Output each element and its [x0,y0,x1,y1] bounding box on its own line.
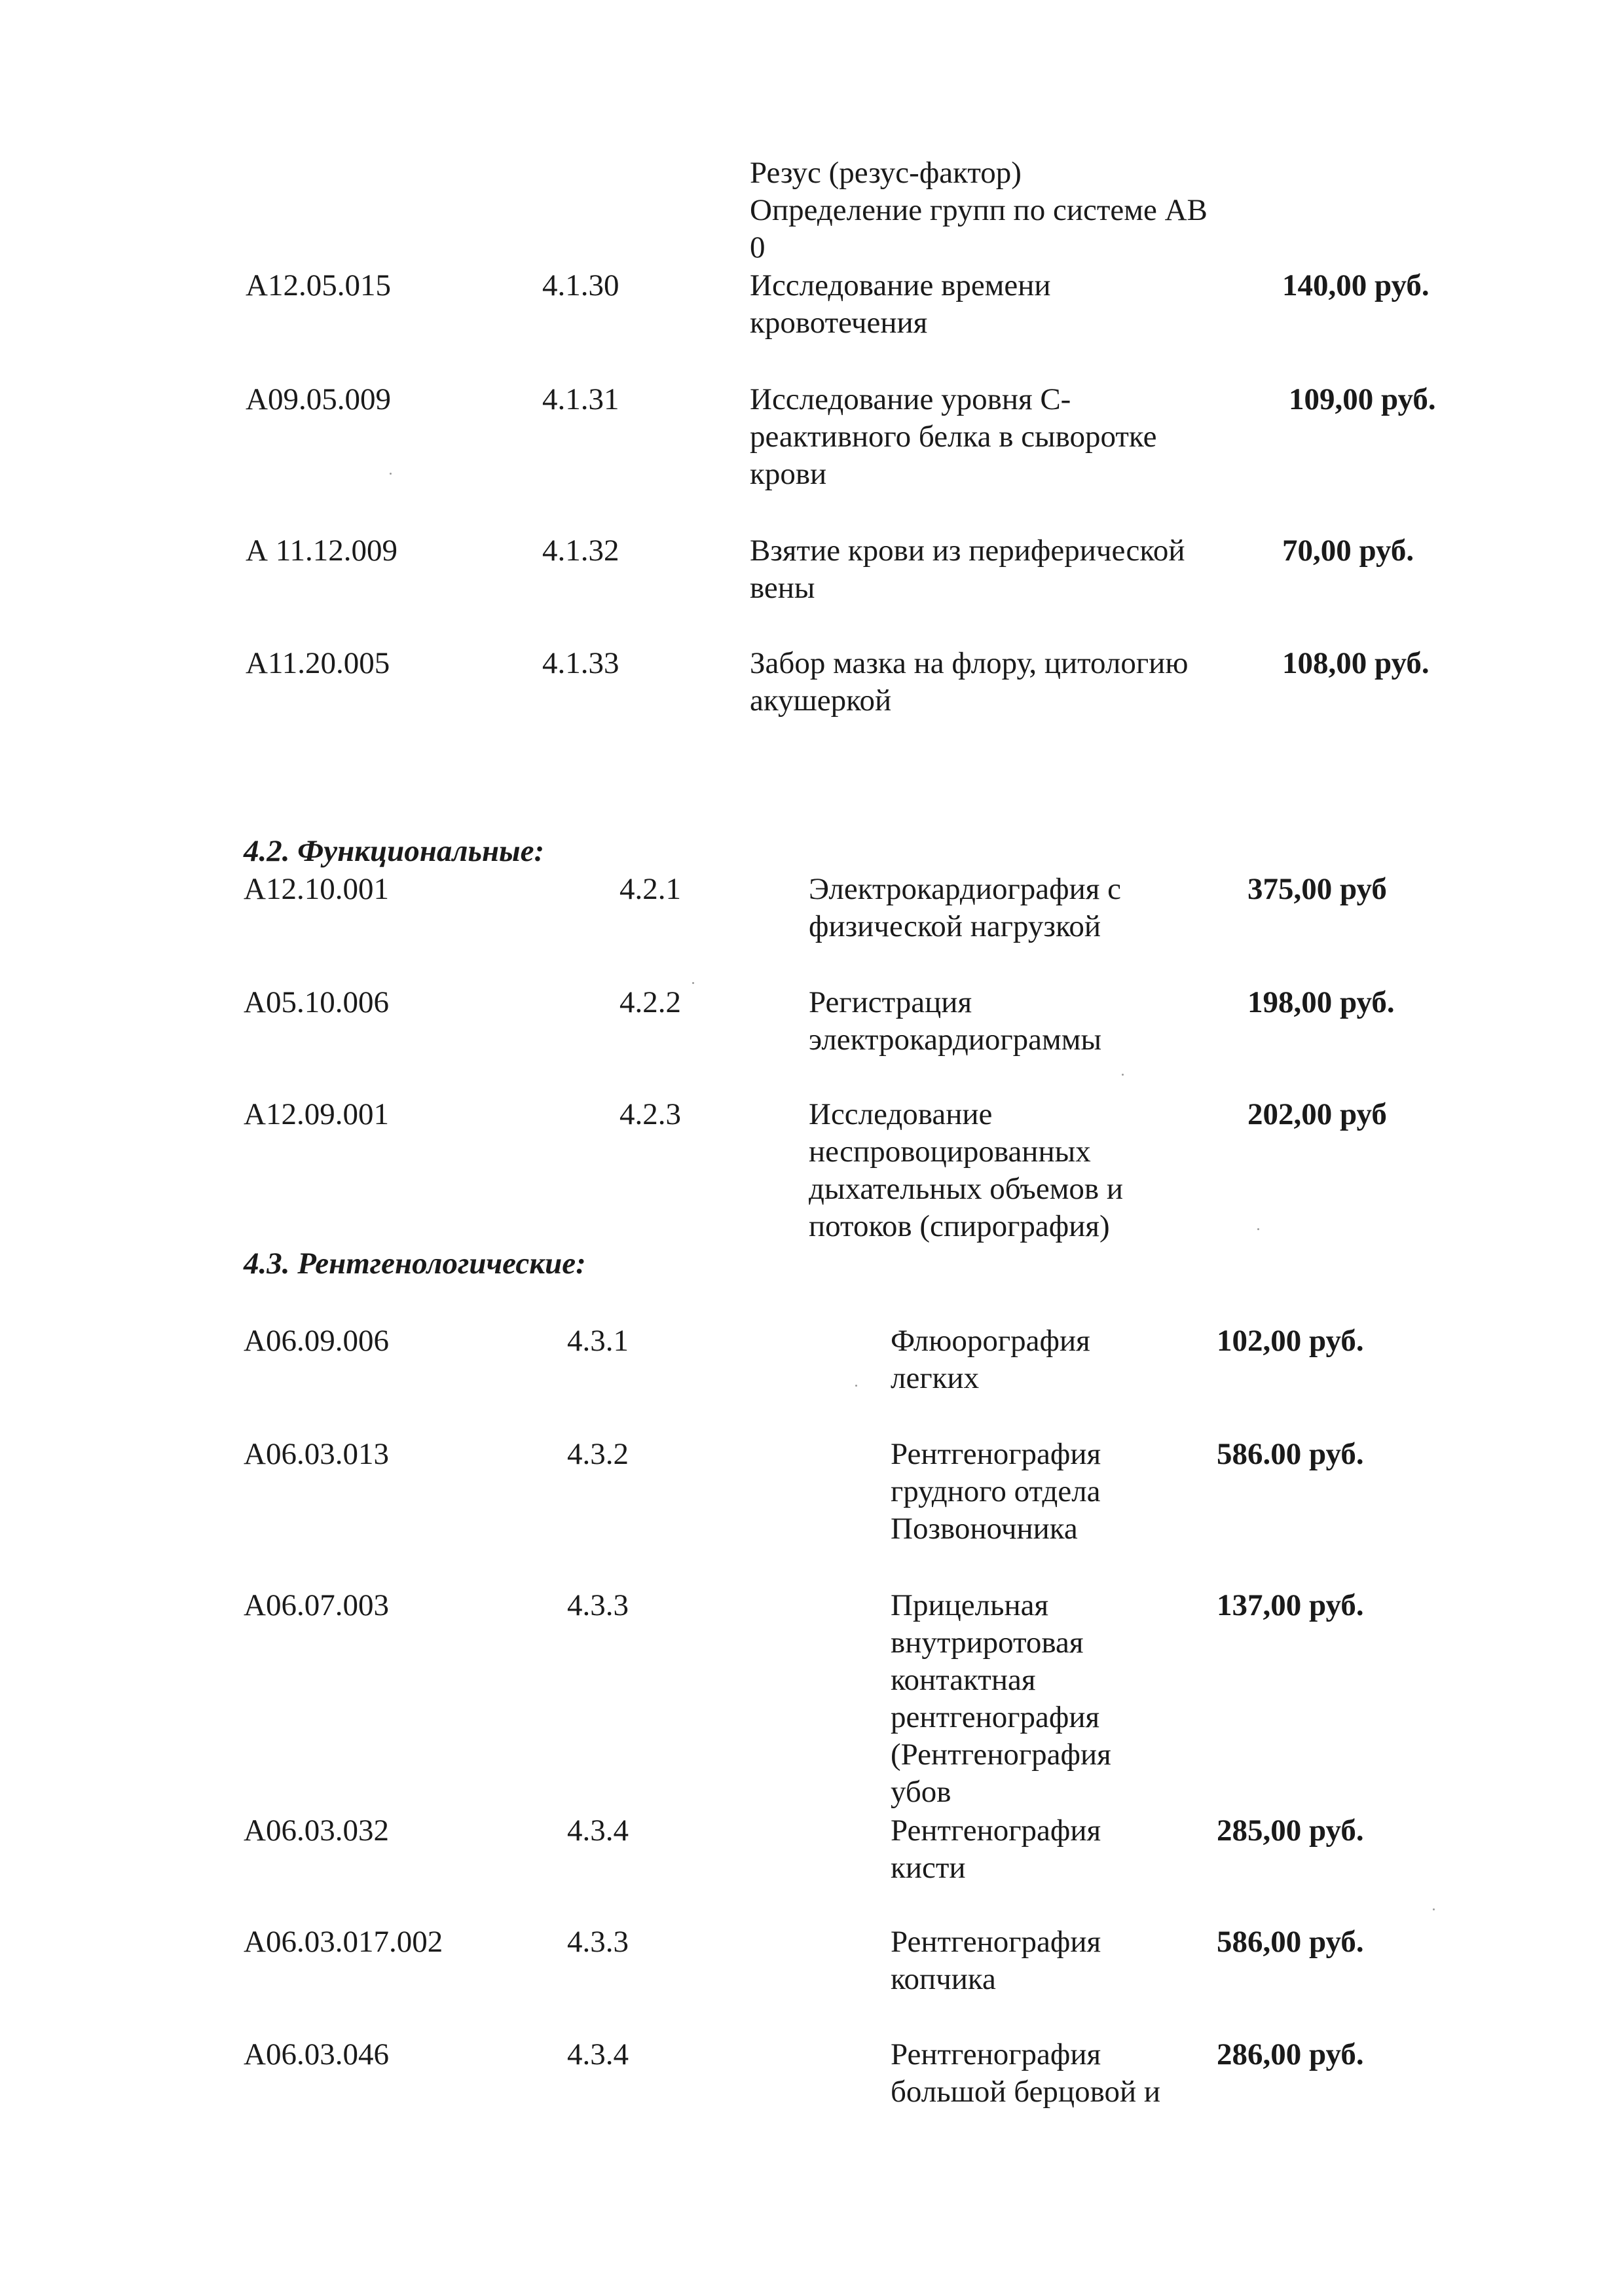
service-price: 375,00 руб [1247,872,1387,906]
section-4-2-heading: 4.2. Функциональные: [244,834,545,868]
item-number: 4.3.4 [567,1813,629,1848]
scan-speck [692,982,694,984]
service-description: Рентгенография большой берцовой и [891,2037,1161,2109]
service-code: А06.03.017.002 [244,1925,443,1959]
scan-speck [1433,1908,1435,1910]
service-code: А11.20.005 [246,646,390,680]
blood-group-continuation-text: Резус (резус-фактор) Определение групп по системе АВ 0 [750,156,1208,264]
item-number: 4.3.2 [567,1437,629,1471]
service-code: А06.03.032 [244,1813,389,1848]
service-code: А06.03.013 [244,1437,389,1471]
service-price: 198,00 руб. [1247,985,1395,1019]
service-code: А06.07.003 [244,1588,389,1622]
service-price: 102,00 руб. [1217,1324,1364,1358]
service-price: 586.00 руб. [1217,1437,1364,1471]
scan-speck [855,1385,857,1387]
service-description: Исследование уровня С- реактивного белка в сыворотке крови [750,382,1157,491]
item-number: 4.1.33 [542,646,619,680]
service-description: Регистрация электрокардиограммы [809,985,1102,1057]
item-number: 4.3.3 [567,1925,629,1959]
service-description: Электрокардиография с физической нагрузкой [809,872,1121,943]
service-description: Забор мазка на флору, цитологию акушеркой [750,646,1189,718]
service-price: 202,00 руб [1247,1097,1387,1131]
service-description: Исследование времени кровотечения [750,268,1051,340]
scan-speck [1257,1228,1259,1230]
service-description: Рентгенография кисти [891,1813,1101,1885]
service-code: А12.10.001 [244,872,389,906]
service-code: А06.09.006 [244,1324,389,1358]
item-number: 4.3.1 [567,1324,629,1358]
item-number: 4.3.4 [567,2037,629,2071]
service-price: 286,00 руб. [1217,2037,1364,2071]
item-number: 4.2.2 [619,985,681,1019]
scan-speck [1122,1074,1124,1076]
service-price: 285,00 руб. [1217,1813,1364,1848]
service-price: 109,00 руб. [1289,382,1436,416]
service-price: 137,00 руб. [1217,1588,1364,1622]
service-description: Рентгенография грудного отдела Позвоночника [891,1437,1101,1546]
item-number: 4.1.32 [542,534,619,568]
service-description: Флюорография легких [891,1324,1090,1395]
service-price: 586,00 руб. [1217,1925,1364,1959]
service-code: А06.03.046 [244,2037,389,2071]
service-code: А09.05.009 [246,382,391,416]
service-code: А12.05.015 [246,268,391,302]
item-number: 4.1.30 [542,268,619,302]
service-code: А12.09.001 [244,1097,389,1131]
service-price: 108,00 руб. [1282,646,1430,680]
service-price: 140,00 руб. [1282,268,1430,302]
service-description: Прицельная внутриротовая контактная рентгенография (Рентгенография убов [891,1588,1111,1809]
service-code: А05.10.006 [244,985,389,1019]
service-description: Взятие крови из периферической вены [750,534,1185,605]
service-code: А 11.12.009 [246,534,397,568]
item-number: 4.1.31 [542,382,619,416]
scan-speck [390,473,392,475]
item-number: 4.3.3 [567,1588,629,1622]
service-description: Исследование неспровоцированных дыхательных объемов и потоков (спирография) [809,1097,1124,1243]
service-description: Рентгенография копчика [891,1925,1101,1996]
service-price: 70,00 руб. [1282,534,1414,568]
section-4-3-heading: 4.3. Рентгенологические: [244,1247,586,1281]
item-number: 4.2.3 [619,1097,681,1131]
item-number: 4.2.1 [619,872,681,906]
